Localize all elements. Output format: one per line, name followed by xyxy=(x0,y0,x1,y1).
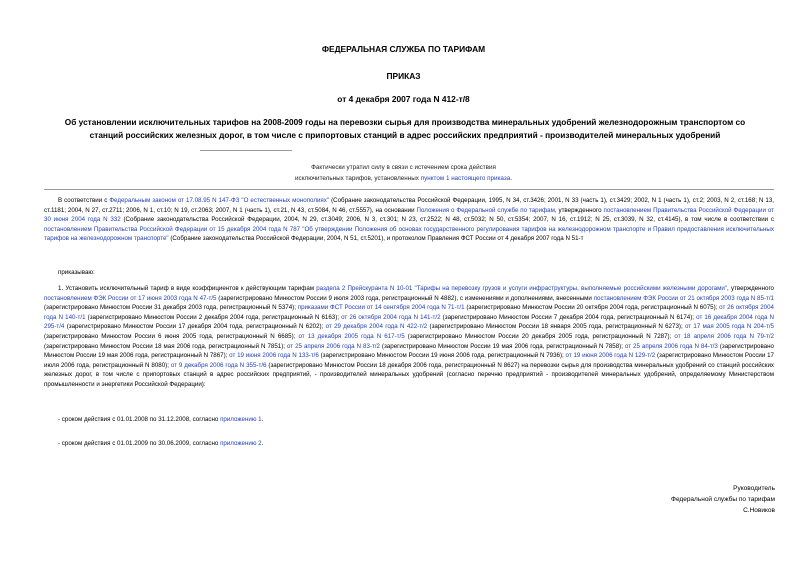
order-word: приказываю: xyxy=(58,269,95,276)
document-title: Об установлении исключительных тарифов на 2008-2009 годы на перевозки сырья для производства минеральных удобрений железнодорожным транспортом со станций российских железных дорог, в том числе с припортовых станций в адрес российских предприятий - производителей минеральных удобрений xyxy=(64,117,746,140)
term-text: - сроком действия с 01.01.2009 по 30.06.2009, согласно xyxy=(58,440,221,447)
appendix-2-link[interactable]: приложению 2 xyxy=(220,440,262,447)
preamble-text: (Собрание законодательства Российской Федерации, 2004, N 51, ст.5201), и протоколом Правления ФСТ России от 4 декабря 2007 года N 51-т xyxy=(168,235,584,243)
validity-note-link[interactable]: пунктом 1 настоящего приказа xyxy=(420,175,511,182)
agency-heading: ФЕДЕРАЛЬНАЯ СЛУЖБА ПО ТАРИФАМ xyxy=(321,44,486,54)
item-text: (зарегистрировано Минюстом России 19 мая 2006 года, регистрационный N 7858); xyxy=(379,342,625,350)
item-text: (зарегистрировано Минюстом России 2 декабря 2004 года, регистрационный N 6163); xyxy=(85,313,342,321)
fst-order-link[interactable]: от 26 октября 2004 года N 140-т/1 xyxy=(44,304,774,321)
fst-order-link[interactable]: от 19 июня 2006 года N 129-т/2 xyxy=(565,352,656,360)
decree-787-link[interactable]: постановлением Правительства Российской Федерации от 15 декабря 2004 года N 787 xyxy=(44,225,301,233)
term-text: - сроком действия с 01.01.2008 по 31.12.2008, согласно xyxy=(58,416,221,423)
preamble-text: , утвержденного xyxy=(554,206,604,214)
title-separator xyxy=(200,150,292,151)
signature-name: С.Новиков xyxy=(743,507,775,514)
preamble-text: (Собрание законодательства Российской Федерации, 1995, N 34, ст.3426; 2001, N 33 (часть 1), ст.3429; 2002, N 1 (часть 1), ст.2; 2003, N 2, ст.168; N 13, ст.1181; 2004, N 27, ст.2711; 2006, N 1, ст.10; N 19, ст.2063; 2007, N 1 (часть 1), ст.21, N 43, ст.5084, N 46, ст.5557), на основании xyxy=(44,197,774,214)
item-text: (зарегистрировано Минюстом России 18 мая 2006 года, регистрационный N 7851); xyxy=(44,342,287,350)
law-link[interactable]: Федеральным законом от 17.08.95 N 147-ФЗ "О естественных монополиях" xyxy=(109,197,330,204)
signature-agency: Федеральной службы по тарифам xyxy=(671,496,775,503)
regulation-link[interactable]: Положения о Федеральной службе по тарифам xyxy=(416,206,555,214)
validity-note-line2 xyxy=(0,173,807,184)
document-date-number: от 4 декабря 2007 года N 412-т/8 xyxy=(337,94,470,104)
fst-order-link[interactable]: от 19 июня 2006 года N 133-т/6 xyxy=(229,352,319,360)
document-type: ПРИКАЗ xyxy=(386,71,421,81)
fst-order-link[interactable]: от 13 декабря 2005 года N 617-т/5 xyxy=(298,332,405,340)
fst-order-link[interactable]: от 16 декабря 2004 года N 295-т/4 xyxy=(44,313,775,331)
item-text: (зарегистрировано Минюстом России 17 июля 2006 года, регистрационный N 8080); xyxy=(44,352,774,369)
fek-decree-link[interactable]: постановлением ФЭК России от 17 июня 2003 года N 47-т/5 xyxy=(44,294,217,302)
fst-order-link[interactable]: от 25 апреля 2006 года N 83-т/2 xyxy=(287,342,380,350)
term-1 xyxy=(44,415,774,425)
appendix-1-link[interactable]: приложению 1 xyxy=(220,416,262,423)
item-text: (зарегистрировано Минюстом России 18 января 2005 года, регистрационный N 6273); xyxy=(427,323,685,331)
item-text: (зарегистрировано Минюстом России 7 декабря 2004 года, регистрационный N 6174); xyxy=(440,313,697,321)
term-2 xyxy=(44,439,774,449)
term-end: . xyxy=(261,440,264,447)
preamble-text: В соответствии с xyxy=(58,197,110,204)
fst-order-link[interactable]: от 25 апреля 2006 года N 84-т/3 xyxy=(624,342,718,350)
item-text: (зарегистрировано Минюстом России 20 октября 2004 года, регистрационный N 6075); xyxy=(464,304,720,312)
item-text: (зарегистрировано Минюстом России 18 декабря 2006 года, регистрационный N 8627) на перевозки сырья для производства минеральных удобрений со станций российских железных дорог, в том числе с припортовых станций в адрес российских предприятий, - производителей минеральных удобрений (согласно перечню предприятий - производителей минеральных удобрений, определяемому Министерством промышленности и энергетики Российской Федерации): xyxy=(44,361,774,388)
item-text: (зарегистрировано Минюстом России 9 июля 2003 года, регистрационный N 4882), с изменениями и дополнениями, внесенными xyxy=(216,294,594,302)
fst-order-link[interactable]: от 9 декабря 2006 года N 355-т/6 xyxy=(170,361,267,369)
fst-order-link[interactable]: от 29 декабря 2004 года N 422-т/2 xyxy=(325,323,428,331)
validity-note-line1: Фактически утратил силу в связи с истечением срока действия xyxy=(311,164,496,171)
item-text: (зарегистрировано Минюстом России 20 декабря 2005 года, регистрационный N 7287); xyxy=(404,332,675,340)
item-text: , утвержденного xyxy=(727,285,774,292)
fst-order-link[interactable]: от 18 апреля 2006 года N 79-т/2 xyxy=(674,332,774,340)
item-text: (зарегистрировано Минюстом России 19 мая 2006 года, регистрационный N 7867); xyxy=(44,342,774,360)
item-text: (зарегистрировано Минюстом России 31 декабря 2003 года, регистрационный N 5374); xyxy=(44,304,298,312)
item-text: (зарегистрировано Минюстом России 19 июня 2006 года, регистрационный N 7936); xyxy=(318,352,566,360)
price-list-link[interactable]: раздела 2 Прейскуранта N 10-01 "Тарифы на перевозку грузов и услуги инфраструктуры, выполняемые российскими железными дорогами" xyxy=(316,285,728,292)
section-divider xyxy=(44,189,774,190)
item-text: (зарегистрировано Минюстом России 6 июня 2005 года, регистрационный N 6685); xyxy=(44,332,299,340)
preamble-text: (Собрание законодательства Российской Федерации, 2004, N 29, ст.3049; 2006, N 3, ст.301; N 23, ст.2522; N 48, ст.5032; N 50, ст.5354; 2007, N 16, ст.1912; N 25, ст.3039, N 32, ст.4145), в том числе в соответствии с xyxy=(120,216,774,224)
validity-note-text: исключительных тарифов, установленных xyxy=(295,175,421,182)
item-1-paragraph xyxy=(44,284,774,390)
fek-decree-link[interactable]: постановлением ФЭК России от 21 октября 2003 года N 85-т/1 xyxy=(593,294,774,302)
signature-block xyxy=(671,483,775,516)
government-decree-link[interactable]: постановлением Правительства Российской Федерации от 30 июня 2004 года N 332 xyxy=(44,206,774,224)
term-end: . xyxy=(261,416,264,423)
fst-order-link[interactable]: от 26 октября 2004 года N 141-т/2 xyxy=(341,313,441,321)
item-text: 1. Установить исключительный тариф в виде коэффициентов к действующим тарифам xyxy=(58,285,317,292)
fst-order-link[interactable]: приказами ФСТ России от 14 сентября 2004 года N 71-т/1 xyxy=(297,304,465,312)
item-text: (зарегистрировано Минюстом России 17 декабря 2004 года, регистрационный N 6202); xyxy=(64,323,326,331)
decree-787-title-link[interactable]: "Об утверждении Положения об основах государственного регулирования тарифов на железнодорожном транспорте и Правил предоставления исключительных тарифов на железнодорожном транспорте" xyxy=(44,225,774,243)
fst-order-link[interactable]: от 17 мая 2005 года N 204-т/5 xyxy=(684,323,774,331)
validity-note-end: . xyxy=(510,175,512,182)
signature-position: Руководитель xyxy=(733,485,775,492)
preamble-paragraph xyxy=(44,196,774,244)
